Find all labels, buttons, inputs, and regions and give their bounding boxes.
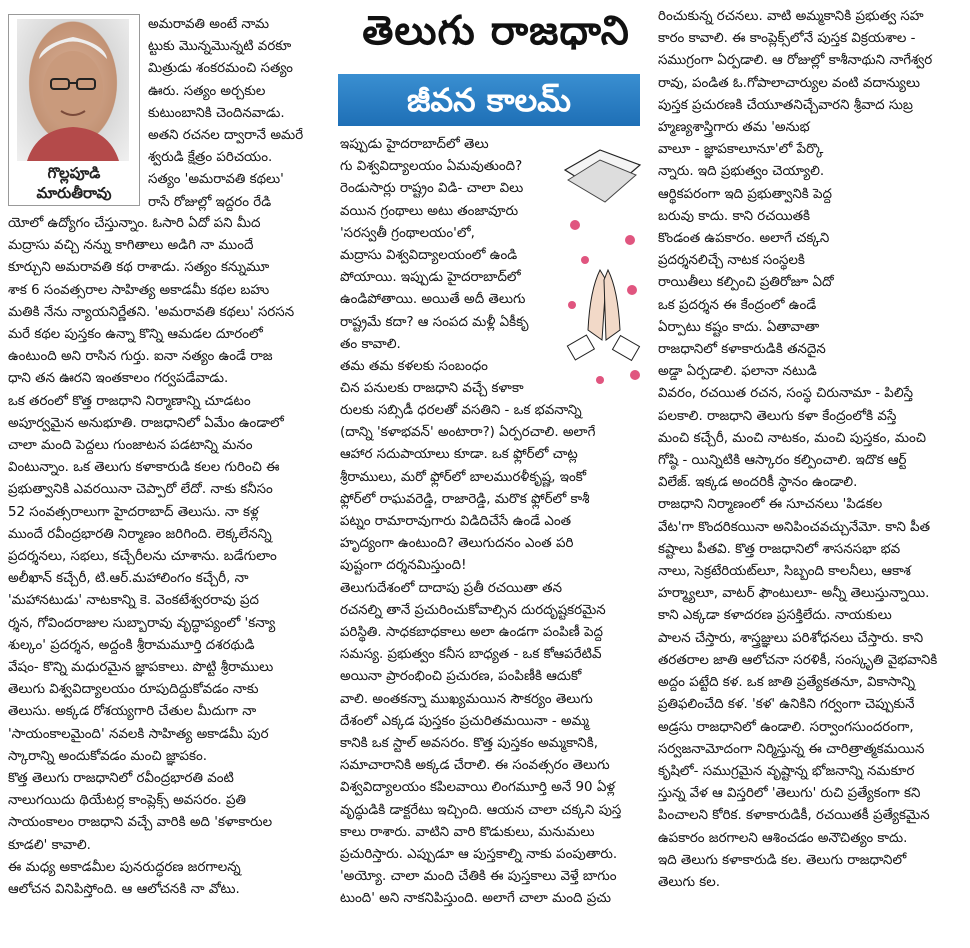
text-line: స్కారాన్ని అందుకోవడం మంచి జ్ఞాపకం. [8,748,208,764]
author-name: గొల్లపూడి మారుతీరావు [36,164,112,202]
text-line: ఇది తెలుగు కళాకారుడి కల. తెలుగు రాజధానిలో [658,852,907,868]
text-line: 'మహానటుడు' నాటకాన్ని కె. వెంకటేశ్వరరావు ప్రద [8,593,259,609]
text-line: రాజధాని నిర్మాణంలో ఈ సూచనలు 'పిడకల [658,497,883,513]
text-line: స్తున్న వేళ ఆ విస్తరిలో 'తెలుగు' రుచి ప్రత్యేకంగా కని [658,786,921,802]
text-line: మతికి నేను న్యాయనిర్ణేతని. 'అమరావతి కథలు' సరసన [8,304,295,320]
text-line: కాని ఎక్కడా కళాదరణ ప్రసక్తిలేదు. నాయకులు [658,608,892,624]
text-line: కష్టాలు పీతవి. కొత్త రాజధానిలో శాసనసభా భవ [658,541,901,557]
text-line: మిత్రుడు శంకరమంచి సత్యం [148,61,293,77]
text-line: రులకు సబ్సిడీ ధరలతో వసతిని - ఒక భవనాన్ని [340,403,582,418]
text-line: ప్రచురిస్తారు. ఎప్పుడూ ఆ పుస్తకాల్ని నాకు పంపుతారు. [340,847,618,863]
headline: తెలుగు రాజధాని [362,8,630,54]
text-line: వయిన గ్రంథాలు అటు తంజావూరు [340,203,519,219]
text-line: నాలు, సెక్రటేరియట్‌లూ, సిబ్బంది కాలనీలు, ఆకాశ [658,564,911,580]
column-banner: జీవన కాలమ్ [338,74,640,126]
text-line: ఒక తరంలో కొత్త రాజధాని నిర్మాణాన్ని చూడటం [8,393,251,409]
column-2-top-text [340,134,555,400]
text-line: హృద్యంగా ఉంటుంది? తెలుగుదనం ఎంత పరి [340,536,574,552]
text-line: రాసే రోజుల్లో ఇద్దరం రేడి [148,194,272,210]
text-line: వాలూ - జ్ఞాపకాలూనూ'లో పేర్కొ [658,142,824,158]
text-line: వృద్ధుడికి డాక్టరేటు ఇచ్చింది. ఆయన చాలా చక్కని పుస్త [340,802,622,818]
text-line: అలీఖాన్ కచ్చేరీ, టి.ఆర్.మహాలింగం కచ్చేరీ, నా [8,571,249,587]
text-line: వేట'గా కొందరికయినా అనిపించవచ్చునేమో. కాని పీత [658,519,931,535]
text-line: టుంది' అని నాకనిపిస్తుంది. అలాగే చాలా మంది ప్రచు [340,891,612,907]
text-line: వివరం, రచయిత రచన, సంస్థ చిరునామా - పిలిస్తే [658,386,914,402]
books-prayer-illustration [560,140,645,390]
text-line: రచనల్ని తానే ప్రచురించుకోవాల్సిన దురదృష్టకరమైన [340,602,606,618]
text-line: రాష్ట్రమే కదా? ఆ సంపద మళ్లీ ఏకీకృ [340,314,529,330]
text-line: చిన పనులకు రాజధాని వచ్చే కళాకా [340,381,524,397]
text-line: కుటుంబానికి చెందినవాడు. [148,105,285,121]
text-line: హర్మ్యాలూ, వాటర్ ఫౌంటులూ- అన్నీ తెలుస్తున్నాయి. [658,586,930,602]
text-line: రించుకున్న రచనలు. వాటి అమ్మకానికి ప్రభుత్వ సహ [658,9,924,24]
text-line: కూర్చుని అమరావతి కథ రాశాడు. సత్యం కన్నుమూ [8,260,270,276]
text-line: 'సాయంకాలమైంది' నవలకి సాహిత్య అకాడమీ పుర [8,726,269,742]
text-line: (దాన్ని 'కళాభవన్' అంటారా?) ఏర్పరచాలి. అలాగే [340,425,596,441]
text-line: ఇప్పుడు హైదరాబాద్‌లో తెలు [340,137,489,152]
text-line: ముందే రవీంద్రభారతి నిర్మాణం జరిగింది. లెక్కలేనన్ని [8,526,272,542]
text-line: ఉంటుంది అని రాసిన గుర్తు. ఐనా నత్యం ఉండే రాజ [8,349,273,365]
text-line: శుల్కం' ప్రదర్శన, అద్దంకి శ్రీరామమూర్తి దశరథుడి [8,637,255,653]
text-line: కానికి ఒక స్టాల్ అవసరం. కొత్త పుస్తకం అమ్మకానికి, [340,736,598,752]
text-line: వింటున్నాం. ఒక తెలుగు కళాకారుడి కలల గురించి ఈ [8,460,280,476]
text-line: కొత్త తెలుగు రాజధానిలో రవీంద్రభారతి వంటి [8,771,234,787]
text-line: కాలు రాశారు. వాటిని వారి కొడుకులు, మనుమలు [340,824,595,840]
text-line: శ్రీరాములు, మరో ఫ్లోర్‌లో బాలమురళీకృష్ణ, ఇంకో [340,469,587,485]
text-line: గు విశ్వవిద్యాలయం ఏమవుతుంది? [340,159,523,175]
text-line: ఉండిపోతాయి. అయితే అదీ తెలుగు [340,292,526,308]
text-line: అతని రచనల ద్వారానే అమరే [148,128,304,144]
text-line: పోయాయి. ఇప్పుడు హైదరాబాద్‌లో [340,270,521,286]
text-line: విశ్వవిద్యాలయం కపిలవాయి లింగమూర్తి అనే 90 ఏళ్ల [340,780,615,796]
text-line: రాయితీలు కల్పించి ప్రతిరోజూ ఏదో [658,275,834,291]
text-line: అయినా ప్రారంభించి ప్రచురణ, పంపిణీకి ఆదుకో [340,669,582,685]
text-line: 'సరస్వతీ గ్రంథాలయం'లో, [340,225,475,241]
text-line: శ్వరుడి క్షేత్రం పరిచయం. [148,150,273,166]
text-line: పరిస్థితి. సాధకబాధకాలు అలా ఉండగా పంపిణీ పెద్ద [340,625,603,641]
text-line: ట్టుకు మొన్నమొన్నటి వరకూ [148,39,292,55]
text-line: సముగ్రంగా ఏర్పడాలి. ఆ రోజుల్లో కాశీనాథుని నాగేశ్వర [658,53,933,69]
text-line: ర్శన, గోవిందరాజుల సుబ్బారావు వృద్ధాప్యంలో 'కన్యా [8,615,276,631]
text-line: రాజధానిలో కళాకారుడికి తనదైన [658,342,826,358]
text-line: పించాలని కోరిక. కళాకారుడికీ, రచయితకీ ప్రత్యేకమైన [658,808,930,824]
text-line: కూడలి' కావాలి. [8,837,91,853]
text-line: బరువు కాదు. కాని రచయితకి [658,208,811,224]
text-line: సాయంకాలం రాజధాని వచ్చే వారికి అది 'కళాకారుల [8,815,273,831]
text-line: శాక 6 సంవత్సరాల సాహిత్య అకాడమీ కథల బహు [8,282,270,298]
text-line: నాలుగయిదు థియేటర్ల కాంప్లెక్స్ అవసరం. ప్రతి [8,793,246,809]
text-line: తం కావాలి. [340,336,401,352]
column-1-top-text [148,14,333,214]
text-line: ఏర్పాటు కష్టం కాదు. ఏతావాతా [658,319,820,335]
text-line: చాలా మంది పెద్దలు గుంజాటన పడటాన్ని మనం [8,438,253,454]
text-line: న్నారు. ఇది ప్రభుత్వం చెయ్యాలి. [658,164,825,180]
text-line: పుష్టంగా దర్శనమిస్తుంది! [340,558,467,574]
text-line: అద్దం పట్టేది కళ. ఒక జాతి ప్రత్యేకతనూ, వికాసాన్ని [658,675,916,691]
text-line: యోలో ఉద్యోగం చేస్తున్నాం. ఓసారి ఏదో పని మీద [8,216,261,231]
text-line: రావు, పండిత ఓ.గోపాలాచార్యుల వంటి వదాన్యులు [658,75,921,91]
text-line: రెండుసార్లు రాష్ట్రం విడి- చాలా విలు [340,181,524,197]
text-line: వేషం- కొన్ని మధురమైన జ్ఞాపకాలు. పొట్టి శ్రీరాములు [8,660,274,676]
text-line: విలేజ్. ఇక్కడ అందరికీ స్థానం ఉండాలి. [658,475,858,491]
text-line: సర్వజనామోదంగా నిర్మిస్తున్న ఈ చారిత్రాత్మకమయిన [658,741,925,757]
text-line: సమాచారానికి అక్కడ చేరాలి. ఈ సంవత్సరం తెలుగు [340,758,610,774]
column-2-bottom-text [340,400,652,911]
text-line: మద్రాసు విశ్వవిద్యాలయంలో ఉండి [340,248,518,264]
text-line: తెలుగుదేశంలో దాదాపు ప్రతీ రచయితా తన [340,580,562,596]
column-3-text [658,6,968,894]
text-line: కృషిలో- సముగ్రమైన వృష్టాన్న భోజనాన్ని నమకూర [658,763,915,779]
text-line: పలకాలి. రాజధాని తెలుగు కళా కేంద్రంలోకి వస్తే [658,408,897,424]
text-line: అడ్డా ఏర్పడాలి. ఫలానా నటుడి [658,364,817,380]
text-line: ధాని తన ఊరని ఇంతకాలం గర్వపడేవాడు. [8,371,229,387]
column-1-bottom-text [8,213,333,901]
text-line: కారం కావాలి. ఈ కాంప్లెక్స్‌లోనే పుస్తక విక్రయశాల - [658,31,916,47]
text-line: ఒక ప్రదర్శన ఈ కేంద్రంలో ఉండే [658,297,817,313]
text-line: మద్రాసు వచ్చి నన్ను కాగితాలు అడిగి నా ముందే [8,238,254,254]
text-line: తరతరాల జాతి ఆలోచనా సరళికీ, సంస్కృతి వైభవానికి [658,652,938,668]
text-line: మంచి కచ్చేరీ, మంచి నాటకం, మంచి పుస్తకం, మంచి [658,430,927,446]
author-photo [8,14,140,206]
text-line: కొండంత ఉపకారం. అలాగే చక్కని [658,231,830,247]
text-line: పుస్తక ప్రచురణకి చేయూతనిచ్చేవారని శ్రీవాద సుబ్ర [658,97,913,113]
text-line: తెలుగు విశ్వవిద్యాలయం రూపుదిద్దుకోవడం నాకు [8,682,259,698]
text-line: 52 సంవత్సరాలుగా హైదరాబాద్ తెలుసు. నా కళ్ల [8,504,259,520]
text-line: అమరావతి అంటే నామ [148,17,270,32]
text-line: సమస్య. ప్రభుత్వం కనీస బాధ్యత - ఒక కోఆపరేటివ్ [340,647,602,663]
text-line: ఊరు. సత్యం అర్చకుల [148,83,266,99]
text-line: ఆర్థికపరంగా ఇది ప్రభుత్వానికి పెద్ద [658,186,832,202]
text-line: గోష్ఠి - యిన్నిటికి ఆస్కారం కల్పించాలి. ఇదొక ఆర్ట్ [658,453,907,469]
text-line: ఆహార సదుపాయాలు కూడా. ఒక ఫ్లోర్‌లో చాట్ల [340,447,578,463]
text-line: తెలుగు కల. [658,874,720,890]
text-line: దేశంలో ఎక్కడ పుస్తకం ప్రచురితమయినా - అమ్మ [340,713,589,729]
text-line: ఫ్లోర్‌లో రాఘవరెడ్డి, రాజారెడ్డి, మరొక ఫ్లోర్‌లో కాశీ [340,491,590,507]
text-line: వాలి. అంతకన్నా ముఖ్యమయిన సౌకర్యం తెలుగు [340,691,593,707]
text-line: హ్మణ్యశాస్త్రిగారు తమ 'అనుభ [658,120,810,136]
text-line: ప్రభుత్వానికి ఎవరయినా చెప్పారో లేదో. నాకు కనీసం [8,482,273,498]
text-line: ప్రదర్శనలిచ్చే నాటక సంస్థలకి [658,253,805,269]
text-line: సత్యం 'అమరావతి కథలు' [148,172,284,188]
text-line: తమ తమ కళలకు సంబంధం [340,359,488,375]
text-line: ఈ మధ్య అకాడమీల పునరుద్ధరణ జరగాలన్న [8,859,241,875]
text-line: ప్రదర్శనలు, సభలు, కచ్చేరీలను చూశాను. బడేగులాం [8,549,277,565]
text-line: మరే కథల పుస్తకం ఉన్నా కొన్ని ఆమడల దూరంలో [8,327,263,343]
text-line: 'అయ్యో. చాలా మంది చేతికి ఈ పుస్తకాలు వెళ్తే బాగుం [340,869,617,885]
text-line: అడ్రసు రాజధానిలో ఉండాలి. సర్వాంగసుందరంగా, [658,719,914,735]
author-portrait [17,19,129,161]
text-line: ఆలోచన వినిపిస్తోంది. ఆ ఆలోచనకి నా వోటు. [8,882,240,898]
text-line: పాలన చేస్తారు, శాస్త్రజ్ఞులు పరిశోధనలు చేస్తారు. కాని [658,630,924,646]
text-line: పట్నం రామారావుగారు విడిదిచేసే ఉండే ఎంత [340,514,572,530]
text-line: అపూర్వమైన అనుభూతి. రాజధానిలో ఏమేం ఉండాలో [8,415,284,431]
text-line: ప్రతిఫలించేది కళ. 'కళ' ఉనికిని గర్వంగా చెప్పుకునే [658,697,915,713]
text-line: ఉపకారం జరగాలని ఆశించడం అనౌచిత్యం కాదు. [658,830,908,846]
text-line: తెలుసు. అక్కడ రోశయ్యగారి చేతుల మీదుగా నా [8,704,257,720]
